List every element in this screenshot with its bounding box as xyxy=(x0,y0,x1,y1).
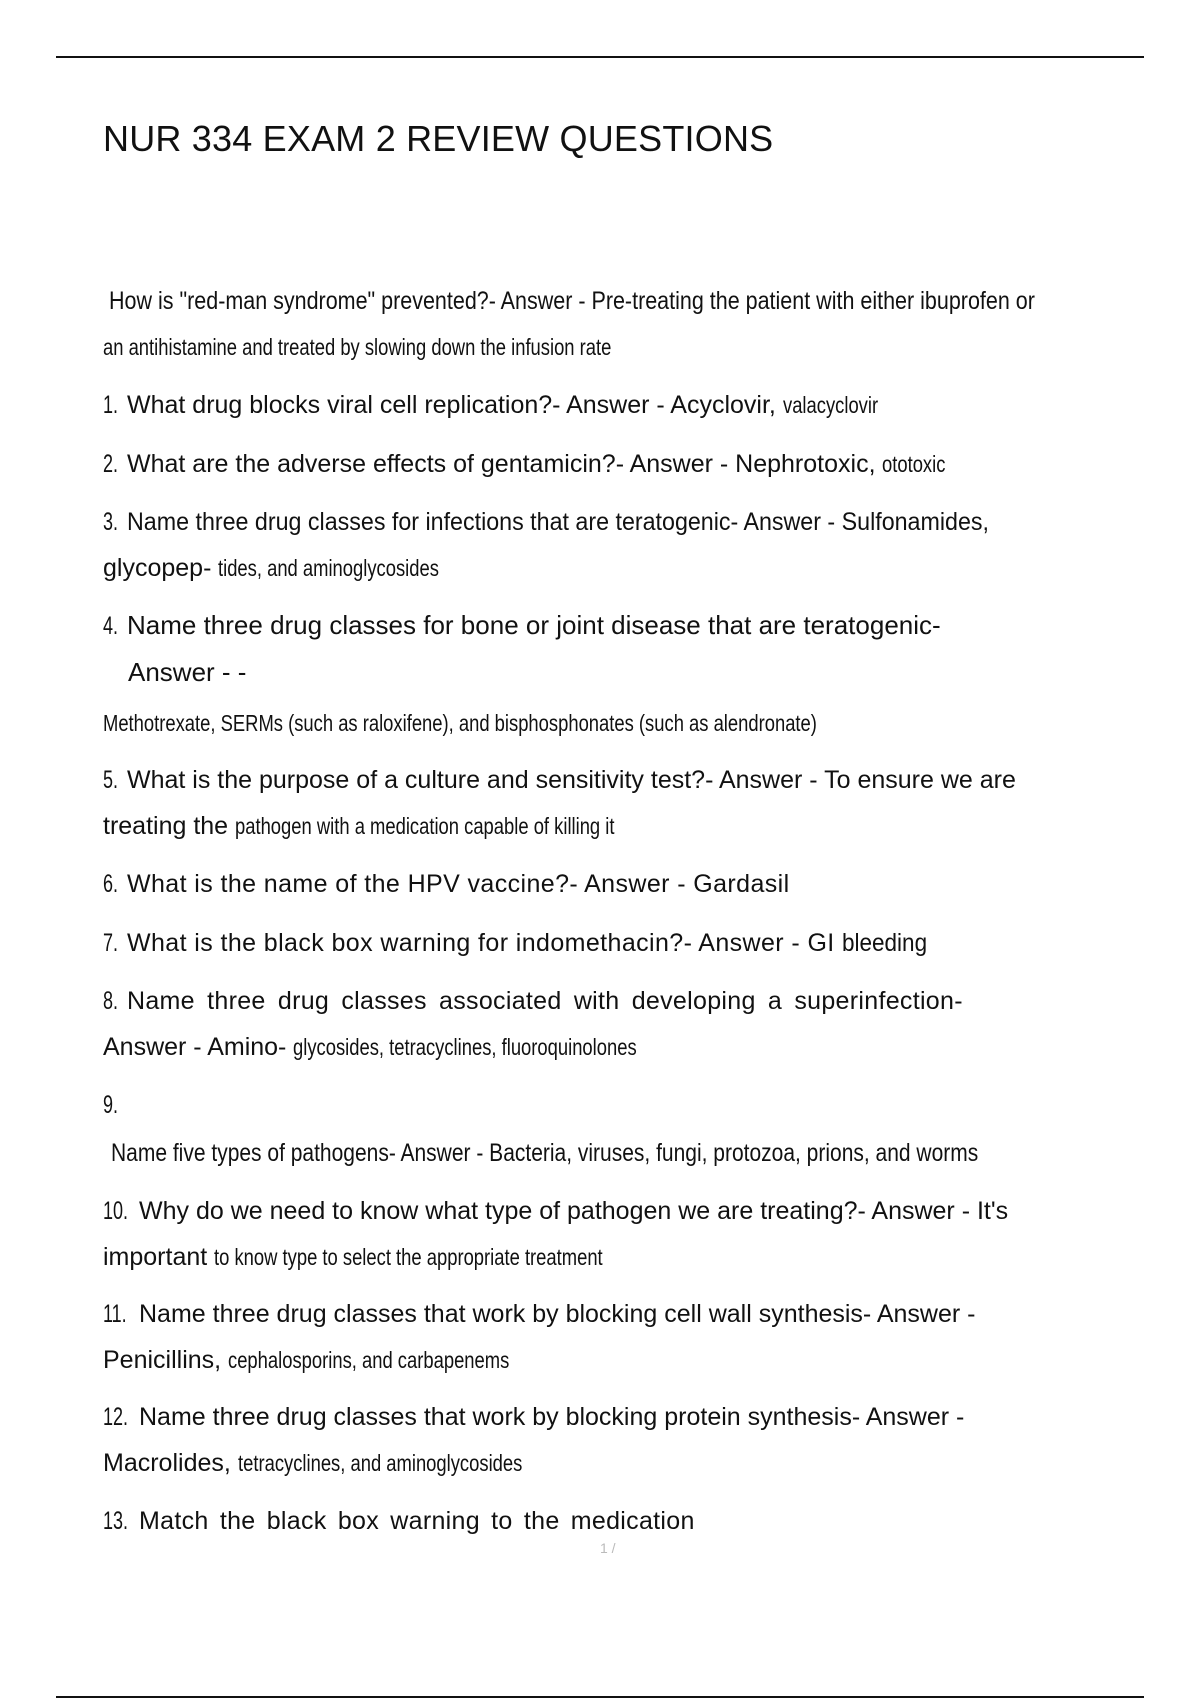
answer-continuation: treating the xyxy=(103,812,229,840)
top-rule xyxy=(56,56,1144,58)
question-number: 9. xyxy=(103,1091,119,1119)
intro-question-text: How is "red-man syndrome" prevented?- Answer - Pre-treating the patient with either ibuprofen or xyxy=(109,287,1035,315)
question-item xyxy=(103,602,1138,746)
question-number: 7. xyxy=(103,929,119,957)
question-text: What is the name of the HPV vaccine?- Answer - Gardasil xyxy=(127,870,790,898)
answer-tail: Methotrexate, SERMs (such as raloxifene), and bisphosphonates (such as alendronate) xyxy=(103,710,817,736)
question-item xyxy=(103,1394,1138,1486)
answer-tail: pathogen with a medication capable of killing it xyxy=(235,813,615,839)
question-text: Why do we need to know what type of pathogen we are treating?- Answer - It's xyxy=(139,1197,1009,1225)
bottom-rule xyxy=(56,1696,1144,1698)
question-text: Name three drug classes associated with developing a superinfection- xyxy=(127,987,963,1015)
question-item xyxy=(103,1081,1138,1177)
question-item xyxy=(103,1291,1138,1383)
answer-tail: tides, and aminoglycosides xyxy=(218,555,440,581)
page-title: NUR 334 EXAM 2 REVIEW QUESTIONS xyxy=(103,118,774,159)
question-number: 10. xyxy=(103,1197,129,1225)
page-number: 1 / xyxy=(600,1540,616,1556)
question-text: Name five types of pathogens- Answer - Bacteria, viruses, fungi, protozoa, prions, and worms xyxy=(111,1139,979,1167)
answer-tail: cephalosporins, and carbapenems xyxy=(228,1347,510,1373)
answer-continuation: Penicillins, xyxy=(103,1346,222,1374)
question-number: 4. xyxy=(103,612,119,640)
question-text: What drug blocks viral cell replication?- Answer - Acyclovir, xyxy=(127,391,776,419)
answer-continuation: important xyxy=(103,1243,208,1271)
answer-tail: valacyclovir xyxy=(782,392,878,418)
question-text: What is the black box warning for indomethacin?- Answer - GI xyxy=(127,929,835,957)
question-number: 1. xyxy=(103,391,119,419)
answer-tail: tetracyclines, and aminoglycosides xyxy=(237,1450,523,1476)
question-list xyxy=(103,278,1138,1556)
question-text-line2: Answer - - xyxy=(128,657,247,687)
question-text: Name three drug classes for infections that are teratogenic- Answer - Sulfonamides, xyxy=(127,508,989,536)
question-item xyxy=(103,757,1138,849)
answer-tail: glycosides, tetracyclines, fluoroquinolones xyxy=(293,1034,638,1060)
question-item xyxy=(103,440,1138,488)
question-item xyxy=(103,919,1138,967)
question-number: 6. xyxy=(103,870,119,898)
question-item xyxy=(103,381,1138,429)
question-number: 11. xyxy=(103,1300,127,1328)
answer-continuation: Macrolides, xyxy=(103,1449,231,1477)
question-number: 2. xyxy=(103,450,119,478)
question-text: Name three drug classes that work by blocking protein synthesis- Answer - xyxy=(139,1403,965,1431)
intro-question xyxy=(103,278,1138,370)
question-item xyxy=(103,1497,1138,1545)
question-item xyxy=(103,978,1138,1070)
question-number: 8. xyxy=(103,987,119,1015)
question-text: What is the purpose of a culture and sensitivity test?- Answer - To ensure we are xyxy=(127,766,1016,794)
answer-tail: bleeding xyxy=(841,929,927,957)
answer-tail: ototoxic xyxy=(882,451,946,477)
question-item xyxy=(103,499,1138,591)
intro-answer-tail: an antihistamine and treated by slowing down the infusion rate xyxy=(103,334,612,360)
question-text: Name three drug classes for bone or joint disease that are teratogenic- xyxy=(127,610,941,640)
question-text: Match the black box warning to the medication xyxy=(139,1507,695,1535)
answer-tail: to know type to select the appropriate treatment xyxy=(214,1244,603,1270)
question-number: 5. xyxy=(103,766,119,794)
question-item xyxy=(103,1188,1138,1280)
answer-continuation: Answer - Amino- xyxy=(103,1033,287,1061)
question-text: Name three drug classes that work by blocking cell wall synthesis- Answer - xyxy=(139,1300,976,1328)
question-item xyxy=(103,860,1138,908)
question-text: What are the adverse effects of gentamicin?- Answer - Nephrotoxic, xyxy=(127,450,876,478)
question-number: 3. xyxy=(103,508,119,536)
question-number: 12. xyxy=(103,1403,129,1431)
question-number: 13. xyxy=(103,1507,129,1535)
answer-continuation: glycopep- xyxy=(103,554,212,582)
